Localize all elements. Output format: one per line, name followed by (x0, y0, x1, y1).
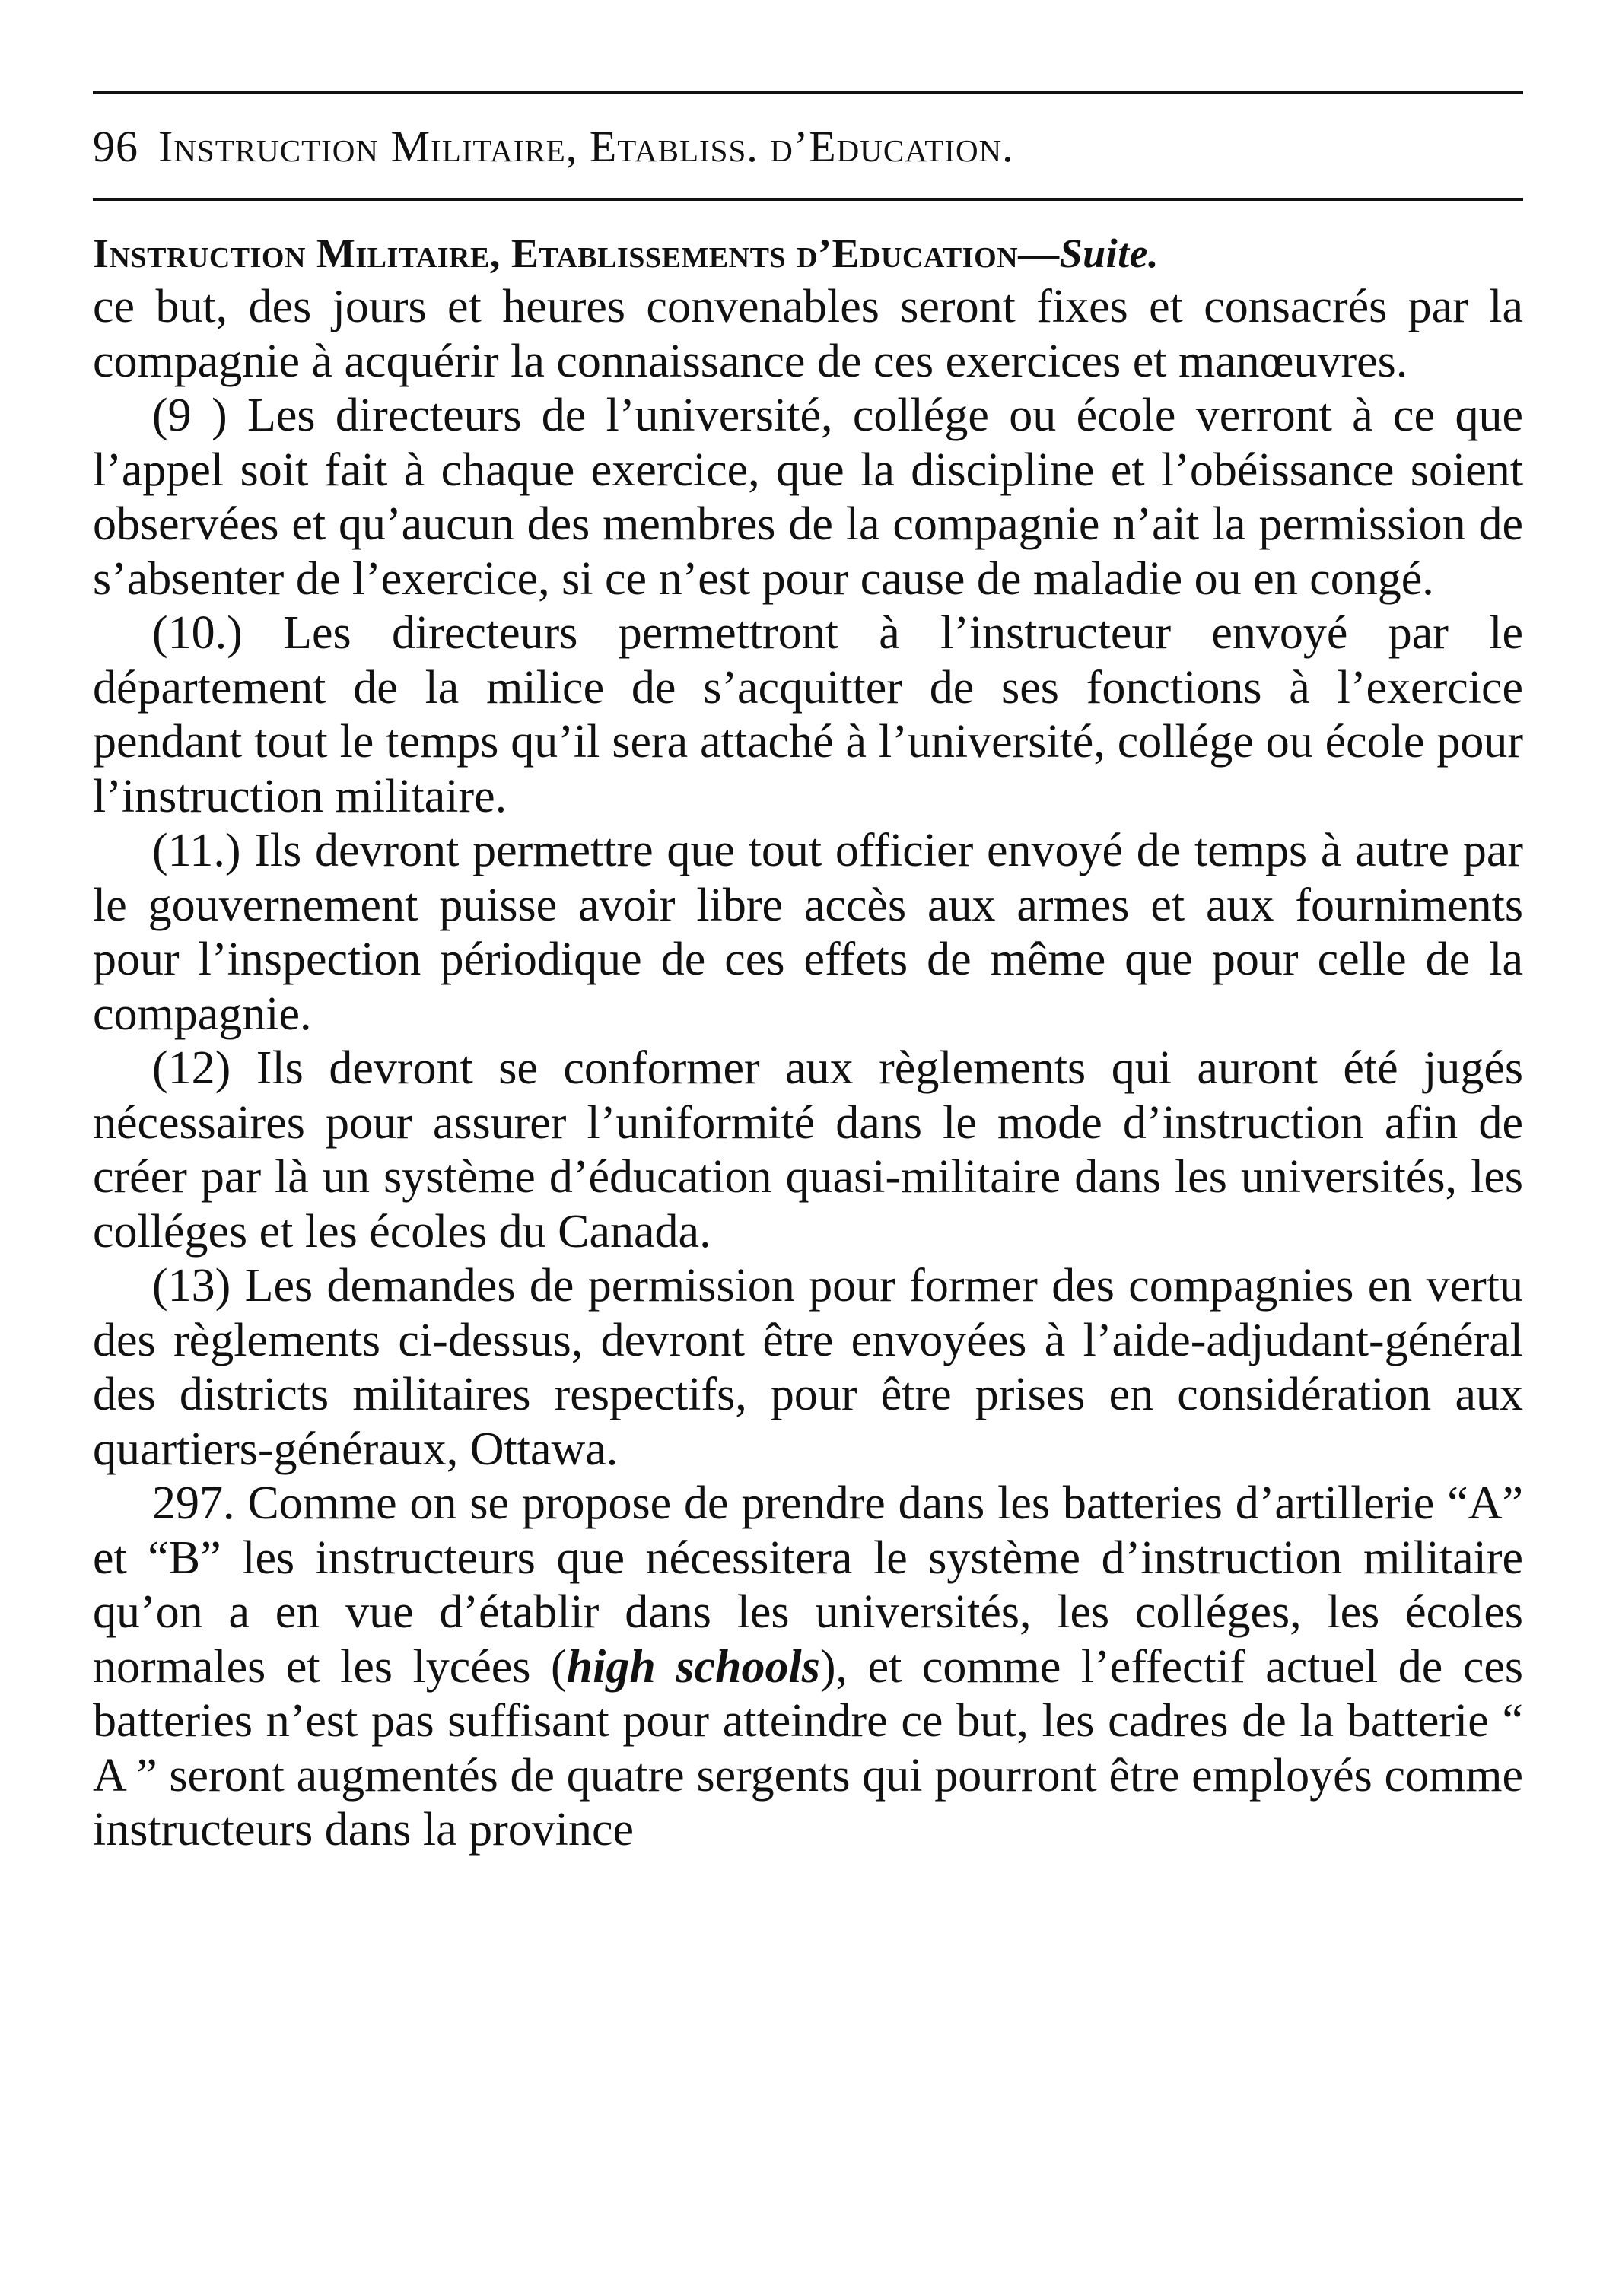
paragraph-12: (12) Ils devront se conformer aux règlements qui auront été jugés nécessaires pour assurer l’uniformité dans le mode d’instruction afin de créer par là un système d’éducation quasi-militaire dans les universités, les colléges et les écoles du Canada. (93, 1042, 1523, 1258)
section-heading (93, 227, 1523, 280)
paragraph-297-before: 297. Comme on se propose de prendre dans les batteries d’artillerie “A” et “B” les instructeurs que nécessitera le système d’instruction militaire qu’on a en vue d’établir dans les universités, les colléges, les écoles normales et les lycées ( (93, 1477, 1523, 1693)
paragraph-10: (10.) Les directeurs permettront à l’instructeur envoyé par le département de la milice de s’acquitter de ses fonctions à l’exercice pendant tout le temps qu’il sera attaché à l’université, collége ou école pour l’instruction militaire. (93, 607, 1523, 822)
section-heading-text: Instruction Militaire, Etablissements d’Education— (93, 231, 1060, 276)
header-rule (93, 198, 1523, 201)
page (93, 91, 1523, 1858)
running-head (93, 119, 1523, 175)
paragraph-11: (11.) Ils devront permettre que tout officier envoyé de temps à autre par le gouvernement puisse avoir libre accès aux armes et aux fourniments pour l’inspection périodique de ces effets de même que pour celle de la compagnie. (93, 825, 1523, 1040)
page-number: 96 (93, 122, 138, 171)
paragraph-297-after: ), et comme l’effectif actuel de ces batteries n’est pas suffisant pour atteindre ce but, les cadres de la batterie “ A ” seront augmentés de quatre sergents qui pourront être employés comme instructeurs dans la province (93, 1640, 1523, 1856)
paragraph-297-emphasis: high schools (566, 1640, 820, 1693)
paragraph-13: (13) Les demandes de permission pour former des compagnies en vertu des règlements ci-dessus, devront être envoyées à l’aide-adjudant-général des districts militaires respectifs, pour être prises en considération aux quartiers-généraux, Ottawa. (93, 1260, 1523, 1475)
top-rule (93, 91, 1523, 94)
running-title: Instruction Militaire, Etabliss. d’Education. (158, 122, 1014, 171)
section-heading-suite: Suite. (1059, 231, 1159, 276)
paragraph-continuation: ce but, des jours et heures convenables seront fixes et consacrés par la compagnie à acquérir la connaissance de ces exercices et manœuvres. (93, 281, 1523, 387)
paragraph-9: (9 ) Les directeurs de l’université, collége ou école verront à ce que l’appel soit fait à chaque exercice, que la discipline et l’obéissance soient observées et qu’aucun des membres de la compagnie n’ait la permission de s’absenter de l’exercice, si ce n’est pour cause de maladie ou en congé. (93, 390, 1523, 605)
body-text (93, 280, 1523, 1858)
paragraph-297 (93, 1477, 1523, 1858)
